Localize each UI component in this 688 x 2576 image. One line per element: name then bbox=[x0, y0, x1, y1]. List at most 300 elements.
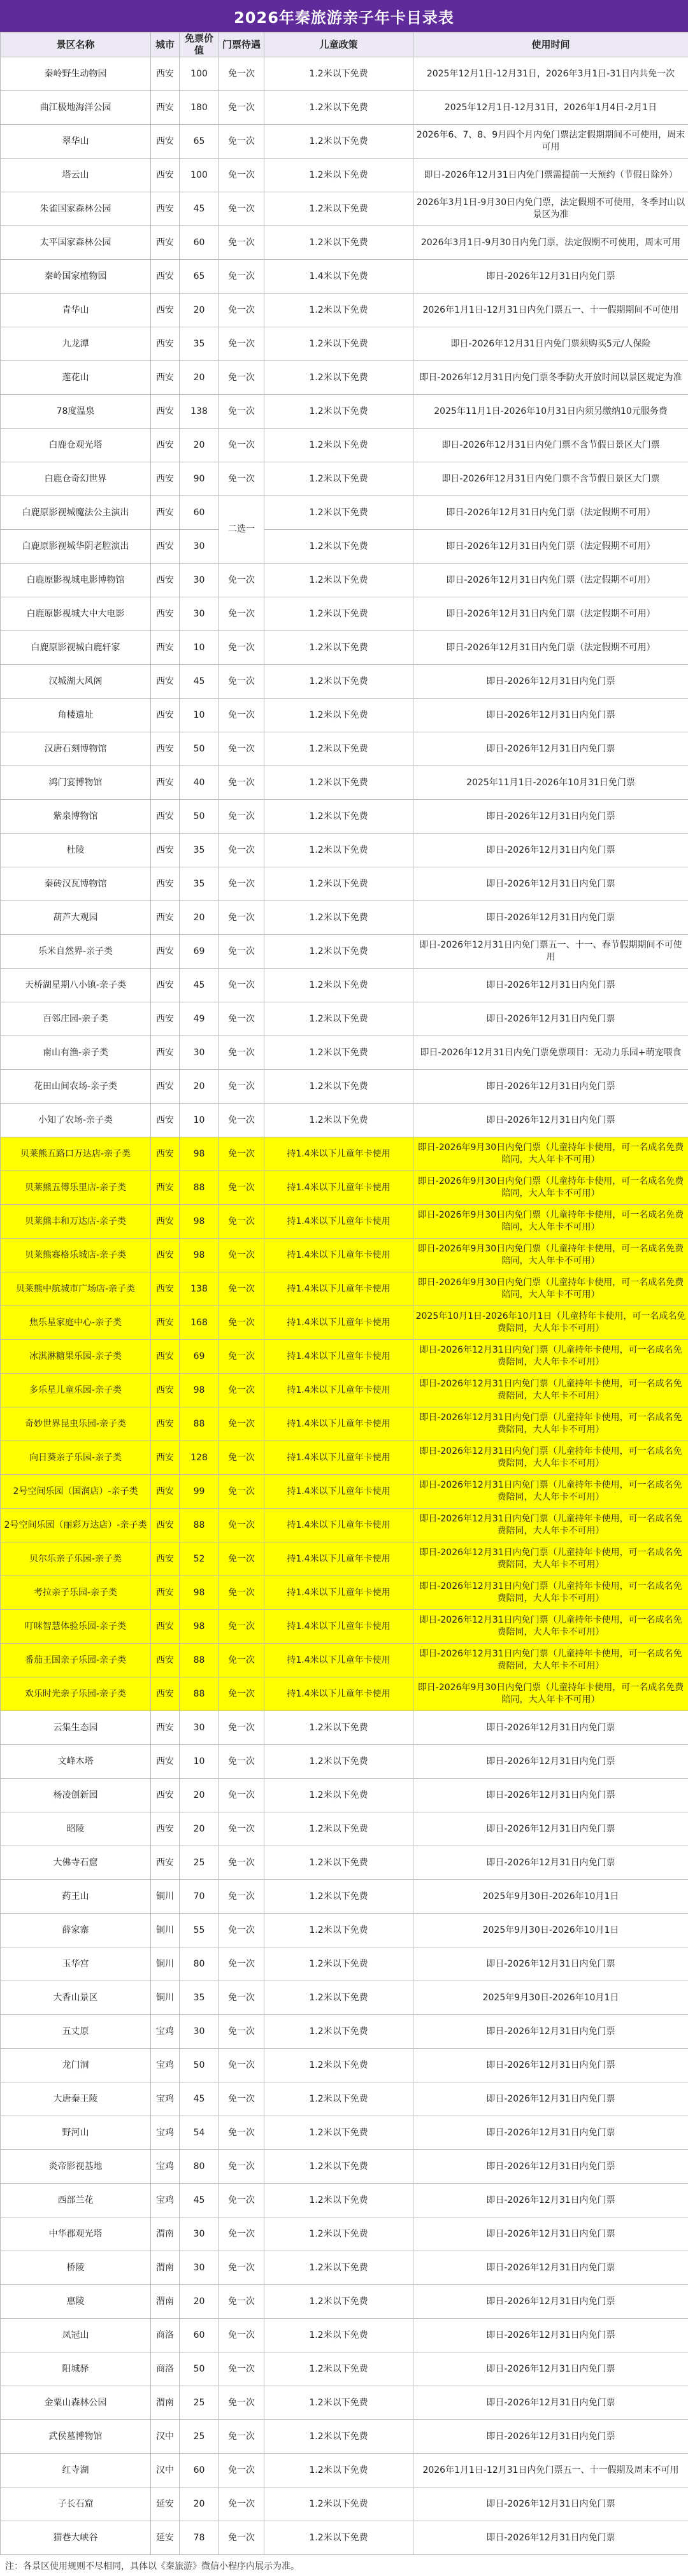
cell-name: 惠陵 bbox=[1, 2285, 151, 2319]
cell-value: 10 bbox=[180, 1745, 219, 1779]
cell-usage-time: 即日-2026年12月31日内免门票 bbox=[413, 2251, 688, 2285]
cell-city: 商洛 bbox=[151, 2319, 180, 2352]
cell-value: 98 bbox=[180, 1610, 219, 1644]
cell-child-policy: 1.2米以下免费 bbox=[264, 1812, 413, 1846]
cell-name: 葫芦大观园 bbox=[1, 901, 151, 935]
cell-city: 西安 bbox=[151, 1272, 180, 1306]
cell-usage-time: 即日-2026年12月31日内免门票 bbox=[413, 1812, 688, 1846]
cell-name: 大唐秦王陵 bbox=[1, 2082, 151, 2116]
table-row bbox=[1, 2049, 688, 2082]
cell-ticket: 免一次 bbox=[219, 732, 264, 766]
cell-usage-time: 即日-2026年12月31日内免门票（儿童持年卡使用，可一名成名免费陪同，大人年卡不可用） bbox=[413, 1542, 688, 1576]
cell-ticket: 免一次 bbox=[219, 1509, 264, 1542]
cell-city: 西安 bbox=[151, 1542, 180, 1576]
cell-name: 武侯墓博物馆 bbox=[1, 2420, 151, 2454]
cell-ticket: 免一次 bbox=[219, 2352, 264, 2386]
cell-usage-time: 即日-2026年12月31日内免门票 bbox=[413, 2217, 688, 2251]
cell-usage-time: 2025年10月1日-2026年10月1日（儿童持年卡使用，可一名成名免费陪同，大人年卡不可用） bbox=[413, 1306, 688, 1340]
cell-usage-time: 即日-2026年12月31日内免门票（儿童持年卡使用，可一名成名免费陪同，大人年卡不可用） bbox=[413, 1644, 688, 1677]
cell-value: 35 bbox=[180, 867, 219, 901]
cell-name: 青华山 bbox=[1, 294, 151, 327]
cell-usage-time: 即日-2026年12月31日内免门票 bbox=[413, 2082, 688, 2116]
cell-ticket-merged: 二选一 bbox=[219, 496, 264, 564]
page-title: 2026年秦旅游亲子年卡目录表 bbox=[0, 0, 688, 32]
cell-child-policy: 持1.4米以下儿童年卡使用 bbox=[264, 1239, 413, 1272]
cell-value: 88 bbox=[180, 1677, 219, 1711]
cell-name: 阳城驿 bbox=[1, 2352, 151, 2386]
cell-name: 紫泉博物馆 bbox=[1, 800, 151, 834]
cell-ticket: 免一次 bbox=[219, 1914, 264, 1947]
cell-city: 宝鸡 bbox=[151, 2015, 180, 2049]
table-row bbox=[1, 665, 688, 699]
cell-usage-time: 即日-2026年12月31日内免门票 bbox=[413, 699, 688, 732]
cell-usage-time: 即日-2026年12月31日内免门票 bbox=[413, 260, 688, 294]
cell-ticket: 免一次 bbox=[219, 294, 264, 327]
cell-value: 88 bbox=[180, 1171, 219, 1205]
cell-ticket: 免一次 bbox=[219, 1981, 264, 2015]
cell-value: 30 bbox=[180, 2251, 219, 2285]
cell-value: 60 bbox=[180, 2454, 219, 2487]
cell-usage-time: 即日-2026年9月30日内免门票（儿童持年卡使用，可一名成名免费陪同，大人年卡不可用） bbox=[413, 1677, 688, 1711]
cell-ticket: 免一次 bbox=[219, 1947, 264, 1981]
cell-city: 渭南 bbox=[151, 2217, 180, 2251]
cell-value: 30 bbox=[180, 564, 219, 597]
cell-name: 南山有渔-亲子类 bbox=[1, 1036, 151, 1070]
table-row bbox=[1, 2352, 688, 2386]
cell-usage-time: 即日-2026年12月31日内免门票 bbox=[413, 2049, 688, 2082]
cell-child-policy: 1.2米以下免费 bbox=[264, 2251, 413, 2285]
table-row bbox=[1, 867, 688, 901]
cell-value: 60 bbox=[180, 496, 219, 530]
cell-ticket: 免一次 bbox=[219, 2487, 264, 2521]
cell-usage-time: 即日-2026年12月31日内免门票 bbox=[413, 1104, 688, 1137]
cell-ticket: 免一次 bbox=[219, 2386, 264, 2420]
cell-city: 铜川 bbox=[151, 1914, 180, 1947]
cell-child-policy: 1.2米以下免费 bbox=[264, 192, 413, 226]
cell-city: 西安 bbox=[151, 1104, 180, 1137]
cell-ticket: 免一次 bbox=[219, 2420, 264, 2454]
table-row bbox=[1, 462, 688, 496]
table-row bbox=[1, 935, 688, 969]
cell-usage-time: 2025年9月30日-2026年10月1日 bbox=[413, 1981, 688, 2015]
cell-child-policy: 持1.4米以下儿童年卡使用 bbox=[264, 1576, 413, 1610]
cell-child-policy: 1.2米以下免费 bbox=[264, 1070, 413, 1104]
cell-child-policy: 1.2米以下免费 bbox=[264, 564, 413, 597]
cell-value: 45 bbox=[180, 2184, 219, 2217]
table-row bbox=[1, 597, 688, 631]
cell-value: 30 bbox=[180, 1711, 219, 1745]
cell-usage-time: 2026年1月1日-12月31日内免门票五一、十一假期期间不可使用 bbox=[413, 294, 688, 327]
header-ticket: 门票待遇 bbox=[219, 32, 264, 57]
cell-child-policy: 1.2米以下免费 bbox=[264, 2184, 413, 2217]
cell-child-policy: 持1.4米以下儿童年卡使用 bbox=[264, 1205, 413, 1239]
table-row bbox=[1, 1610, 688, 1644]
cell-name: 玉华宫 bbox=[1, 1947, 151, 1981]
cell-usage-time: 即日-2026年12月31日内免门票 bbox=[413, 901, 688, 935]
cell-usage-time: 即日-2026年12月31日内免门票 bbox=[413, 2150, 688, 2184]
cell-name: 番茄王国亲子乐园-亲子类 bbox=[1, 1644, 151, 1677]
table-row bbox=[1, 1272, 688, 1306]
cell-usage-time: 即日-2026年12月31日内免门票 bbox=[413, 1846, 688, 1880]
table-row bbox=[1, 766, 688, 800]
cell-city: 铜川 bbox=[151, 1947, 180, 1981]
cell-name: 杜陵 bbox=[1, 834, 151, 867]
cell-value: 20 bbox=[180, 2487, 219, 2521]
cell-ticket: 免一次 bbox=[219, 1846, 264, 1880]
cell-name: 猫巷大峡谷 bbox=[1, 2521, 151, 2555]
cell-usage-time: 即日-2026年12月31日内免门票 bbox=[413, 800, 688, 834]
cell-ticket: 免一次 bbox=[219, 969, 264, 1002]
cell-usage-time: 2026年1月1日-12月31日内免门票五一、十一假期及周末不可用 bbox=[413, 2454, 688, 2487]
cell-usage-time: 即日-2026年9月30日内免门票（儿童持年卡使用，可一名成名免费陪同，大人年卡不可用） bbox=[413, 1171, 688, 1205]
cell-name: 昭陵 bbox=[1, 1812, 151, 1846]
cell-name: 贝莱熊五傅乐里店-亲子类 bbox=[1, 1171, 151, 1205]
table-row bbox=[1, 1070, 688, 1104]
cell-city: 延安 bbox=[151, 2521, 180, 2555]
cell-usage-time: 2025年12月1日-12月31日，2026年3月1日-31日内共免一次 bbox=[413, 57, 688, 91]
cell-city: 渭南 bbox=[151, 2386, 180, 2420]
cell-name: 2号空间乐园（国润店）-亲子类 bbox=[1, 1475, 151, 1509]
cell-city: 西安 bbox=[151, 1407, 180, 1441]
cell-child-policy: 1.2米以下免费 bbox=[264, 597, 413, 631]
cell-ticket: 免一次 bbox=[219, 1272, 264, 1306]
table-row bbox=[1, 901, 688, 935]
cell-usage-time: 即日-2026年12月31日内免门票 bbox=[413, 2285, 688, 2319]
table-row bbox=[1, 1441, 688, 1475]
cell-child-policy: 1.2米以下免费 bbox=[264, 1711, 413, 1745]
table-header-row bbox=[1, 32, 688, 57]
cell-child-policy: 1.2米以下免费 bbox=[264, 1745, 413, 1779]
cell-child-policy: 持1.4米以下儿童年卡使用 bbox=[264, 1677, 413, 1711]
cell-city: 西安 bbox=[151, 1509, 180, 1542]
header-child-policy: 儿童政策 bbox=[264, 32, 413, 57]
cell-value: 10 bbox=[180, 1104, 219, 1137]
table-row bbox=[1, 1745, 688, 1779]
cell-value: 128 bbox=[180, 1441, 219, 1475]
cell-city: 西安 bbox=[151, 1171, 180, 1205]
table-row bbox=[1, 1205, 688, 1239]
table-row bbox=[1, 2251, 688, 2285]
cell-name: 秦岭野生动物园 bbox=[1, 57, 151, 91]
table-row bbox=[1, 361, 688, 395]
cell-child-policy: 1.2米以下免费 bbox=[264, 361, 413, 395]
cell-child-policy: 1.2米以下免费 bbox=[264, 1981, 413, 2015]
cell-usage-time: 即日-2026年12月31日内免门票不含节假日景区大门票 bbox=[413, 462, 688, 496]
cell-child-policy: 持1.4米以下儿童年卡使用 bbox=[264, 1441, 413, 1475]
cell-ticket: 免一次 bbox=[219, 665, 264, 699]
cell-city: 西安 bbox=[151, 901, 180, 935]
cell-child-policy: 1.2米以下免费 bbox=[264, 1880, 413, 1914]
cell-city: 西安 bbox=[151, 294, 180, 327]
cell-child-policy: 1.2米以下免费 bbox=[264, 699, 413, 732]
cell-ticket: 免一次 bbox=[219, 159, 264, 192]
cell-value: 168 bbox=[180, 1306, 219, 1340]
cell-child-policy: 1.2米以下免费 bbox=[264, 1914, 413, 1947]
cell-city: 西安 bbox=[151, 1610, 180, 1644]
cell-child-policy: 持1.4米以下儿童年卡使用 bbox=[264, 1542, 413, 1576]
cell-usage-time: 即日-2026年12月31日内免门票不含节假日景区大门票 bbox=[413, 429, 688, 462]
cell-city: 西安 bbox=[151, 1779, 180, 1812]
table-row bbox=[1, 395, 688, 429]
cell-name: 贝莱熊中航城市广场店-亲子类 bbox=[1, 1272, 151, 1306]
cell-value: 50 bbox=[180, 2049, 219, 2082]
table-row bbox=[1, 1374, 688, 1407]
table-row bbox=[1, 1947, 688, 1981]
table-row bbox=[1, 1509, 688, 1542]
cell-value: 10 bbox=[180, 699, 219, 732]
table-row bbox=[1, 294, 688, 327]
cell-city: 西安 bbox=[151, 429, 180, 462]
cell-ticket: 免一次 bbox=[219, 631, 264, 665]
cell-child-policy: 1.2米以下免费 bbox=[264, 496, 413, 530]
table-row bbox=[1, 2420, 688, 2454]
table-row bbox=[1, 732, 688, 766]
cell-city: 西安 bbox=[151, 361, 180, 395]
cell-ticket: 免一次 bbox=[219, 1239, 264, 1272]
cell-name: 白鹿仓观光塔 bbox=[1, 429, 151, 462]
cell-city: 宝鸡 bbox=[151, 2049, 180, 2082]
cell-ticket: 免一次 bbox=[219, 901, 264, 935]
cell-child-policy: 1.2米以下免费 bbox=[264, 2352, 413, 2386]
cell-name: 炎帝影视基地 bbox=[1, 2150, 151, 2184]
cell-value: 45 bbox=[180, 969, 219, 1002]
table-row bbox=[1, 57, 688, 91]
cell-ticket: 免一次 bbox=[219, 1745, 264, 1779]
cell-city: 西安 bbox=[151, 1475, 180, 1509]
cell-value: 20 bbox=[180, 1812, 219, 1846]
cell-name: 白鹿原影视城白鹿轩家 bbox=[1, 631, 151, 665]
cell-ticket: 免一次 bbox=[219, 1441, 264, 1475]
cell-value: 30 bbox=[180, 1036, 219, 1070]
table-row bbox=[1, 1914, 688, 1947]
cell-usage-time: 即日-2026年12月31日内免门票 bbox=[413, 2116, 688, 2150]
cell-usage-time: 即日-2026年12月31日内免门票 bbox=[413, 2521, 688, 2555]
cell-city: 西安 bbox=[151, 1374, 180, 1407]
cell-value: 52 bbox=[180, 1542, 219, 1576]
cell-value: 100 bbox=[180, 159, 219, 192]
cell-value: 35 bbox=[180, 327, 219, 361]
cell-name: 78度温泉 bbox=[1, 395, 151, 429]
cell-child-policy: 1.2米以下免费 bbox=[264, 2454, 413, 2487]
cell-city: 西安 bbox=[151, 1070, 180, 1104]
cell-usage-time: 即日-2026年12月31日内免门票 bbox=[413, 665, 688, 699]
cell-name: 大佛寺石窟 bbox=[1, 1846, 151, 1880]
cell-value: 25 bbox=[180, 1846, 219, 1880]
cell-city: 西安 bbox=[151, 935, 180, 969]
cell-child-policy: 1.2米以下免费 bbox=[264, 2049, 413, 2082]
cell-usage-time: 即日-2026年12月31日内免门票（儿童持年卡使用，可一名成名免费陪同，大人年卡不可用） bbox=[413, 1441, 688, 1475]
cell-city: 西安 bbox=[151, 732, 180, 766]
cell-value: 20 bbox=[180, 294, 219, 327]
cell-name: 角楼遗址 bbox=[1, 699, 151, 732]
cell-child-policy: 1.2米以下免费 bbox=[264, 2386, 413, 2420]
cell-ticket: 免一次 bbox=[219, 1205, 264, 1239]
cell-ticket: 免一次 bbox=[219, 192, 264, 226]
cell-name: 乐米自然界-亲子类 bbox=[1, 935, 151, 969]
cell-name: 百邻庄园-亲子类 bbox=[1, 1002, 151, 1036]
cell-name: 薛家寨 bbox=[1, 1914, 151, 1947]
cell-city: 宝鸡 bbox=[151, 2184, 180, 2217]
cell-usage-time: 即日-2026年12月31日内免门票 bbox=[413, 1947, 688, 1981]
table-row bbox=[1, 1880, 688, 1914]
cell-name: 云集生态园 bbox=[1, 1711, 151, 1745]
cell-city: 西安 bbox=[151, 665, 180, 699]
cell-name: 西部兰花 bbox=[1, 2184, 151, 2217]
cell-ticket: 免一次 bbox=[219, 2150, 264, 2184]
cell-usage-time: 即日-2026年12月31日内免门票 bbox=[413, 2386, 688, 2420]
cell-usage-time: 即日-2026年12月31日内免门票 bbox=[413, 2184, 688, 2217]
cell-value: 10 bbox=[180, 631, 219, 665]
cell-child-policy: 持1.4米以下儿童年卡使用 bbox=[264, 1137, 413, 1171]
cell-value: 45 bbox=[180, 192, 219, 226]
cell-name: 红寺湖 bbox=[1, 2454, 151, 2487]
cell-usage-time: 即日-2026年12月31日内免门票 bbox=[413, 1745, 688, 1779]
cell-name: 白鹿原影视城华阴老腔演出 bbox=[1, 530, 151, 564]
cell-city: 西安 bbox=[151, 1036, 180, 1070]
cell-city: 西安 bbox=[151, 631, 180, 665]
cell-name: 莲花山 bbox=[1, 361, 151, 395]
cell-usage-time: 即日-2026年12月31日内免门票 bbox=[413, 2319, 688, 2352]
cell-ticket: 免一次 bbox=[219, 57, 264, 91]
table-row bbox=[1, 699, 688, 732]
cell-city: 西安 bbox=[151, 597, 180, 631]
cell-ticket: 免一次 bbox=[219, 226, 264, 260]
header-name: 景区名称 bbox=[1, 32, 151, 57]
table-row bbox=[1, 1036, 688, 1070]
cell-ticket: 免一次 bbox=[219, 2116, 264, 2150]
cell-ticket: 免一次 bbox=[219, 2454, 264, 2487]
cell-child-policy: 1.2米以下免费 bbox=[264, 462, 413, 496]
cell-city: 西安 bbox=[151, 1711, 180, 1745]
cell-ticket: 免一次 bbox=[219, 1340, 264, 1374]
cell-usage-time: 即日-2026年12月31日内免门票（儿童持年卡使用，可一名成名免费陪同，大人年卡不可用） bbox=[413, 1576, 688, 1610]
cell-ticket: 免一次 bbox=[219, 2015, 264, 2049]
table-row bbox=[1, 1475, 688, 1509]
table-row bbox=[1, 1812, 688, 1846]
cell-name: 鸿门宴博物馆 bbox=[1, 766, 151, 800]
table-row bbox=[1, 1306, 688, 1340]
cell-ticket: 免一次 bbox=[219, 1070, 264, 1104]
cell-value: 40 bbox=[180, 766, 219, 800]
table-row bbox=[1, 1779, 688, 1812]
cell-value: 50 bbox=[180, 732, 219, 766]
cell-usage-time: 2025年9月30日-2026年10月1日 bbox=[413, 1914, 688, 1947]
table-row bbox=[1, 496, 688, 530]
table-row bbox=[1, 2217, 688, 2251]
cell-usage-time: 即日-2026年12月31日内免门票五一、十一、春节假期期间不可使用 bbox=[413, 935, 688, 969]
cell-child-policy: 1.2米以下免费 bbox=[264, 1947, 413, 1981]
cell-name: 贝尔乐亲子乐园-亲子类 bbox=[1, 1542, 151, 1576]
cell-child-policy: 持1.4米以下儿童年卡使用 bbox=[264, 1407, 413, 1441]
table-row bbox=[1, 1137, 688, 1171]
cell-usage-time: 即日-2026年12月31日内免门票免票项目：无动力乐园+萌宠喂食 bbox=[413, 1036, 688, 1070]
cell-city: 西安 bbox=[151, 1441, 180, 1475]
table-row bbox=[1, 1171, 688, 1205]
cell-value: 78 bbox=[180, 2521, 219, 2555]
cell-value: 49 bbox=[180, 1002, 219, 1036]
cell-value: 98 bbox=[180, 1205, 219, 1239]
cell-ticket: 免一次 bbox=[219, 1677, 264, 1711]
cell-name: 冰淇淋糖果乐园-亲子类 bbox=[1, 1340, 151, 1374]
cell-usage-time: 2025年11月1日-2026年10月31日内须另缴纳10元服务费 bbox=[413, 395, 688, 429]
cell-usage-time: 即日-2026年12月31日内免门票（法定假期不可用） bbox=[413, 631, 688, 665]
cell-city: 西安 bbox=[151, 800, 180, 834]
table-row bbox=[1, 2454, 688, 2487]
cell-name: 桥陵 bbox=[1, 2251, 151, 2285]
cell-value: 88 bbox=[180, 1644, 219, 1677]
cell-value: 35 bbox=[180, 1981, 219, 2015]
cell-usage-time: 即日-2026年12月31日内免门票 bbox=[413, 1070, 688, 1104]
cell-city: 延安 bbox=[151, 2487, 180, 2521]
table-row bbox=[1, 800, 688, 834]
cell-city: 西安 bbox=[151, 699, 180, 732]
cell-value: 60 bbox=[180, 226, 219, 260]
cell-usage-time: 即日-2026年12月31日内免门票（儿童持年卡使用，可一名成名免费陪同，大人年卡不可用） bbox=[413, 1407, 688, 1441]
cell-child-policy: 1.2米以下免费 bbox=[264, 2521, 413, 2555]
cell-child-policy: 1.2米以下免费 bbox=[264, 125, 413, 159]
cell-value: 98 bbox=[180, 1239, 219, 1272]
table-row bbox=[1, 969, 688, 1002]
cell-city: 宝鸡 bbox=[151, 2116, 180, 2150]
table-row bbox=[1, 1542, 688, 1576]
cell-ticket: 免一次 bbox=[219, 1779, 264, 1812]
cell-ticket: 免一次 bbox=[219, 1002, 264, 1036]
table-row bbox=[1, 2015, 688, 2049]
cell-child-policy: 1.4米以下免费 bbox=[264, 260, 413, 294]
cell-value: 65 bbox=[180, 260, 219, 294]
cell-usage-time: 2025年9月30日-2026年10月1日 bbox=[413, 1880, 688, 1914]
table-row bbox=[1, 226, 688, 260]
cell-name: 多乐星儿童乐园-亲子类 bbox=[1, 1374, 151, 1407]
cell-value: 138 bbox=[180, 1272, 219, 1306]
cell-value: 69 bbox=[180, 935, 219, 969]
cell-city: 西安 bbox=[151, 192, 180, 226]
cell-value: 45 bbox=[180, 2082, 219, 2116]
table-row bbox=[1, 2487, 688, 2521]
cell-usage-time: 即日-2026年12月31日内免门票（儿童持年卡使用，可一名成名免费陪同，大人年卡不可用） bbox=[413, 1475, 688, 1509]
cell-ticket: 免一次 bbox=[219, 834, 264, 867]
cell-name: 大香山景区 bbox=[1, 1981, 151, 2015]
cell-name: 野河山 bbox=[1, 2116, 151, 2150]
cell-child-policy: 1.2米以下免费 bbox=[264, 2420, 413, 2454]
table-row bbox=[1, 192, 688, 226]
cell-child-policy: 1.2米以下免费 bbox=[264, 327, 413, 361]
table-row bbox=[1, 159, 688, 192]
cell-child-policy: 1.2米以下免费 bbox=[264, 294, 413, 327]
cell-name: 小知了农场-亲子类 bbox=[1, 1104, 151, 1137]
cell-usage-time: 即日-2026年12月31日内免门票（儿童持年卡使用，可一名成名免费陪同，大人年卡不可用） bbox=[413, 1610, 688, 1644]
cell-ticket: 免一次 bbox=[219, 2217, 264, 2251]
cell-name: 塔云山 bbox=[1, 159, 151, 192]
cell-value: 98 bbox=[180, 1137, 219, 1171]
cell-value: 30 bbox=[180, 2217, 219, 2251]
cell-name: 九龙潭 bbox=[1, 327, 151, 361]
cell-city: 商洛 bbox=[151, 2352, 180, 2386]
cell-value: 20 bbox=[180, 429, 219, 462]
table-row bbox=[1, 1846, 688, 1880]
cell-child-policy: 1.2米以下免费 bbox=[264, 969, 413, 1002]
cell-child-policy: 1.2米以下免费 bbox=[264, 2487, 413, 2521]
cell-usage-time: 即日-2026年12月31日内免门票冬季防火开放时间以景区规定为准 bbox=[413, 361, 688, 395]
cell-ticket: 免一次 bbox=[219, 125, 264, 159]
cell-child-policy: 1.2米以下免费 bbox=[264, 1779, 413, 1812]
cell-child-policy: 持1.4米以下儿童年卡使用 bbox=[264, 1306, 413, 1340]
cell-child-policy: 1.2米以下免费 bbox=[264, 429, 413, 462]
table-row bbox=[1, 1711, 688, 1745]
cell-child-policy: 1.2米以下免费 bbox=[264, 901, 413, 935]
footer-note: 注：各景区使用规则不尽相同，具体以《秦旅游》微信小程序内展示为准。 bbox=[0, 2555, 688, 2576]
cell-ticket: 免一次 bbox=[219, 766, 264, 800]
